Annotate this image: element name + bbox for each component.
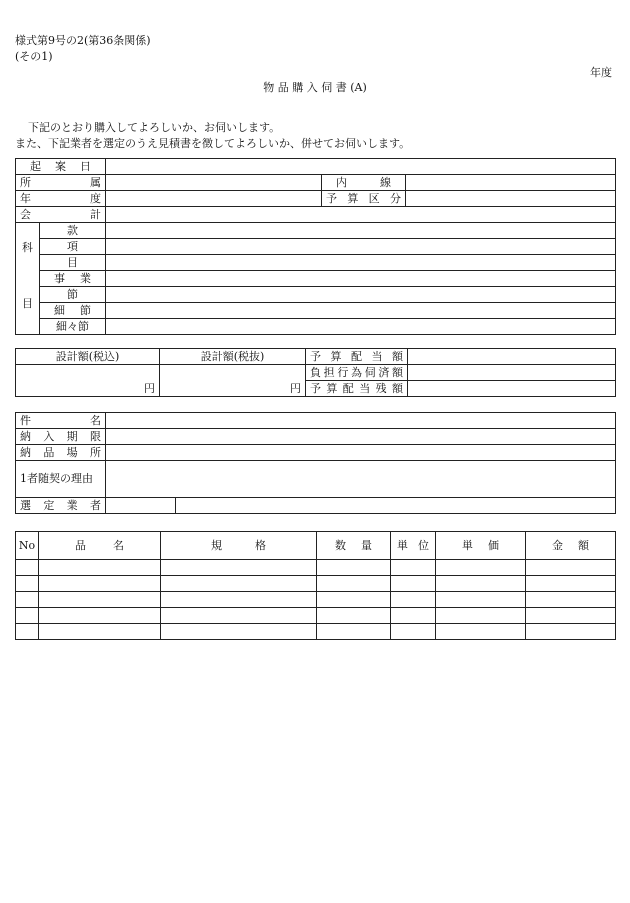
col-header-spec: 規格 [161,532,317,560]
intro-line-1: 下記のとおり購入してよろしいか、お伺いします。 [28,121,281,134]
col-header-unit: 単位 [391,532,436,560]
delivery-deadline-label: 納入期限 [16,429,106,445]
col-header-no: No [16,532,39,560]
cell-unit[interactable] [391,560,436,576]
cell-item-name[interactable] [39,624,161,640]
cell-item-name[interactable] [39,560,161,576]
cell-spec[interactable] [161,560,317,576]
cell-unit-price[interactable] [436,576,526,592]
kou-label: 項 [40,239,106,255]
design-incl-tax-label: 設計額(税込) [16,349,160,365]
budget-allocated-label: 予算配当額 [306,349,408,365]
intro-line-2: また、下記業者を選定のうえ見積書を徴してよろしいか、併せてお伺いします。 [15,137,411,150]
subject-table [15,412,616,514]
setsu-field[interactable] [106,287,616,303]
form-number: 様式第9号の2(第36条関係) [15,34,151,47]
account-label: 会計 [16,207,106,223]
delivery-deadline-field[interactable] [106,429,616,445]
single-source-reason-label: 1者随契の理由 [16,461,106,498]
table-row [16,576,616,592]
cell-unit-price[interactable] [436,592,526,608]
col-header-amount: 金額 [526,532,616,560]
saisetsu-field[interactable] [106,303,616,319]
extension-field[interactable] [406,175,616,191]
subject-label-bottom: 目 [22,297,33,310]
cell-item-name[interactable] [39,576,161,592]
sub-number: (その1) [15,50,53,63]
kan-label: 款 [40,223,106,239]
cell-no[interactable] [16,560,39,576]
fiscal-year-field[interactable] [106,191,322,207]
table-row [16,592,616,608]
budget-class-label: 予算区分 [322,191,406,207]
cell-no[interactable] [16,576,39,592]
cell-amount[interactable] [526,592,616,608]
col-header-item-name: 品名 [39,532,161,560]
budget-remaining-field[interactable] [408,381,616,397]
cell-no[interactable] [16,592,39,608]
cell-spec[interactable] [161,576,317,592]
cell-unit-price[interactable] [436,608,526,624]
col-header-unit-price: 単価 [436,532,526,560]
extension-label: 内線 [322,175,406,191]
cell-amount[interactable] [526,560,616,576]
col-header-quantity: 数量 [317,532,391,560]
design-incl-tax-field[interactable] [16,365,160,397]
delivery-place-field[interactable] [106,445,616,461]
budget-table [15,348,616,397]
jigyou-label: 事業 [40,271,106,287]
delivery-place-label: 納品場所 [16,445,106,461]
saisaisetsu-label: 細々節 [40,319,106,335]
table-row [16,560,616,576]
kou-field[interactable] [106,239,616,255]
department-field[interactable] [106,175,322,191]
table-row [16,608,616,624]
kan-field[interactable] [106,223,616,239]
year-label: 年度 [590,66,612,79]
selected-vendor-field[interactable] [176,498,616,514]
cell-unit[interactable] [391,576,436,592]
cell-quantity[interactable] [317,560,391,576]
saisetsu-label: 細節 [40,303,106,319]
selected-vendor-code-field[interactable] [106,498,176,514]
budget-remaining-label: 予算配当残額 [306,381,408,397]
cell-no[interactable] [16,608,39,624]
subject-name-field[interactable] [106,413,616,429]
account-field[interactable] [106,207,616,223]
fiscal-year-label: 年度 [16,191,106,207]
jigyou-field[interactable] [106,271,616,287]
cell-spec[interactable] [161,592,317,608]
cell-unit[interactable] [391,608,436,624]
saisaisetsu-field[interactable] [106,319,616,335]
single-source-reason-field[interactable] [106,461,616,498]
design-excl-tax-label: 設計額(税抜) [160,349,306,365]
budget-allocated-field[interactable] [408,349,616,365]
basic-info-table [15,158,616,335]
cell-no[interactable] [16,624,39,640]
cell-spec[interactable] [161,624,317,640]
cell-unit[interactable] [391,624,436,640]
items-table [15,531,616,640]
cell-amount[interactable] [526,624,616,640]
moku-field[interactable] [106,255,616,271]
yen-unit: 円 [144,382,155,395]
cell-item-name[interactable] [39,608,161,624]
table-row [16,624,616,640]
cell-amount[interactable] [526,608,616,624]
budget-class-field[interactable] [406,191,616,207]
cell-item-name[interactable] [39,592,161,608]
design-excl-tax-field[interactable] [160,365,306,397]
cell-unit-price[interactable] [436,624,526,640]
cell-quantity[interactable] [317,576,391,592]
yen-unit: 円 [290,382,301,395]
kian-date-field[interactable] [106,159,616,175]
cell-quantity[interactable] [317,608,391,624]
cell-quantity[interactable] [317,624,391,640]
setsu-label: 節 [40,287,106,303]
kian-date-label: 起案日 [16,159,106,175]
cell-amount[interactable] [526,576,616,592]
department-label: 所属 [16,175,106,191]
page-title: 物 品 購 入 伺 書 (A) [263,81,367,94]
moku-label: 目 [40,255,106,271]
cell-quantity[interactable] [317,592,391,608]
cell-unit[interactable] [391,592,436,608]
cell-spec[interactable] [161,608,317,624]
selected-vendor-label: 選定業者 [16,498,106,514]
subject-name-label: 件名 [16,413,106,429]
cell-unit-price[interactable] [436,560,526,576]
subject-label-cell [16,223,40,335]
commitment-done-field[interactable] [408,365,616,381]
subject-label-top: 科 [22,241,33,254]
commitment-done-label: 負担行為伺済額 [306,365,408,381]
